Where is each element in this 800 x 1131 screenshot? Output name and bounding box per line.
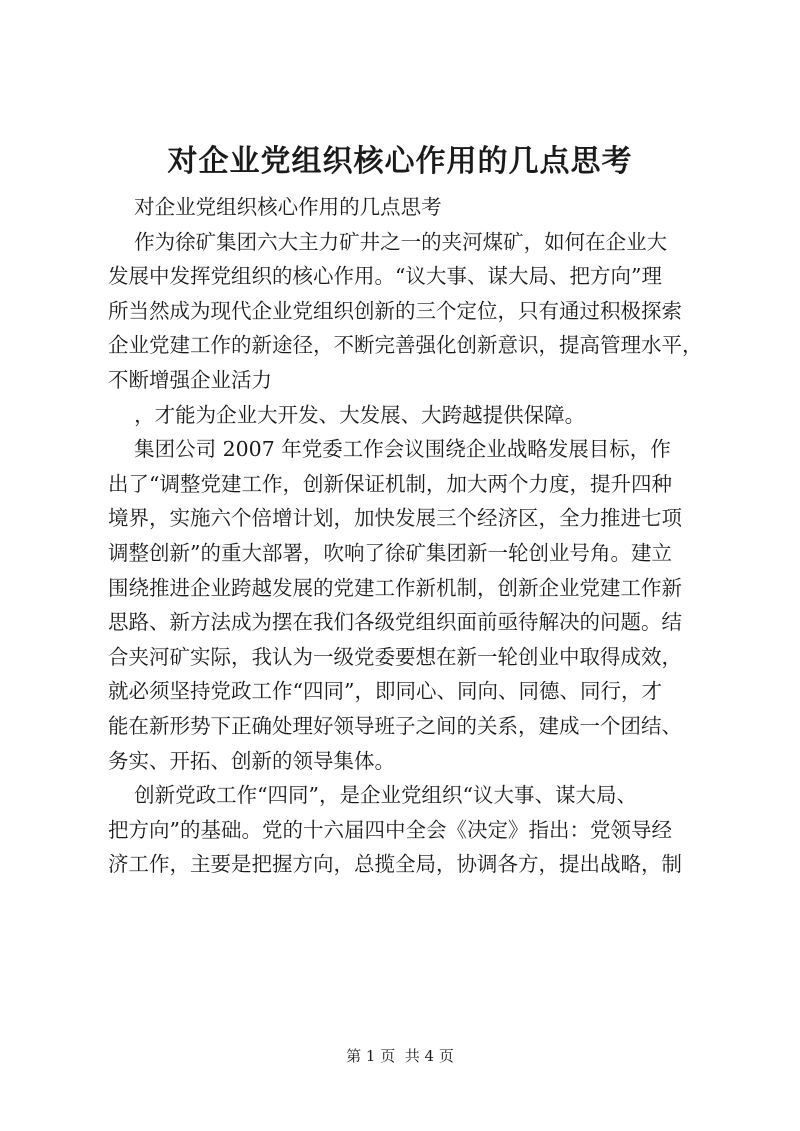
body-line: 能在新形势下正确处理好领导班子之间的关系，建成一个团结、 bbox=[108, 713, 682, 738]
body-line: 就必须坚持党政工作“四同”，即同心、同向、同德、同行，才 bbox=[108, 679, 662, 704]
body-line: 作为徐矿集团六大主力矿井之一的夹河煤矿，如何在企业大 bbox=[108, 229, 668, 254]
page-number: 第 1 页 共 4 页 bbox=[346, 1047, 454, 1065]
body-line: 创新党政工作“四同”，是企业党组织“议大事、谋大局、 bbox=[108, 783, 638, 808]
body-line: 思路、新方法成为摆在我们各级党组织面前亟待解决的问题。结 bbox=[108, 610, 682, 635]
body-line: 围绕推进企业跨越发展的党建工作新机制，创新企业党建工作新 bbox=[108, 575, 682, 600]
body-line: ，才能为企业大开发、大发展、大跨越提供保障。 bbox=[108, 402, 586, 427]
document-title: 对企业党组织核心作用的几点思考 bbox=[167, 144, 633, 179]
body-line: 把方向”的基础。党的十六届四中全会《决定》指出：党领导经 bbox=[108, 817, 672, 842]
document-body bbox=[108, 190, 708, 882]
body-line: 不断增强企业活力 bbox=[108, 367, 272, 392]
body-line: 务实、开拓、创新的领导集体。 bbox=[108, 748, 395, 773]
body-line: 发展中发挥党组织的核心作用。“议大事、谋大局、把方向”理 bbox=[108, 264, 662, 289]
body-line: 济工作，主要是把握方向，总揽全局，协调各方，提出战略，制 bbox=[108, 852, 682, 877]
body-line: 所当然成为现代企业党组织创新的三个定位，只有通过积极探索 bbox=[108, 298, 682, 323]
body-line: 企业党建工作的新途径，不断完善强化创新意识，提高管理水平， bbox=[108, 333, 703, 358]
body-line: 合夹河矿实际，我认为一级党委要想在新一轮创业中取得成效， bbox=[108, 644, 682, 669]
body-line: 出了“调整党建工作，创新保证机制，加大两个力度，提升四种 bbox=[108, 471, 672, 496]
body-line: 境界，实施六个倍增计划，加快发展三个经济区，全力推进七项 bbox=[108, 506, 682, 531]
body-line: 对企业党组织核心作用的几点思考 bbox=[108, 195, 442, 219]
body-line: 调整创新”的重大部署，吹响了徐矿集团新一轮创业号角。建立 bbox=[108, 540, 672, 565]
body-line: 集团公司 2007 年党委工作会议围绕企业战略发展目标，作 bbox=[108, 437, 671, 462]
